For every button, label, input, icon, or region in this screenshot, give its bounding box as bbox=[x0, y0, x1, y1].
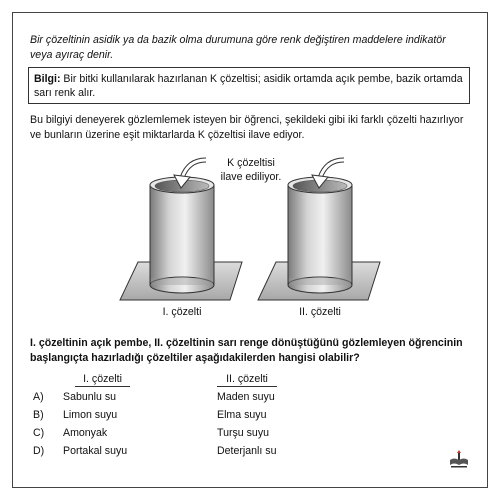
beaker-2 bbox=[258, 177, 380, 300]
option-col1: Portakal suyu bbox=[63, 445, 128, 457]
option-col2: Deterjanlı su bbox=[217, 445, 277, 457]
question-text: I. çözeltinin açık pembe, II. çözeltinin sarı renge dönüştüğünü gözlemleyen öğrencinin başlangıçta hazırladığı çözeltiler aşağıdakilerden hangisi olabilir? bbox=[30, 337, 463, 364]
column-header-1: I. çözelti bbox=[75, 372, 130, 387]
option-col1: Sabunlu su bbox=[63, 391, 117, 403]
annotation-line-2: ilave ediliyor. bbox=[220, 171, 282, 183]
option-b[interactable] bbox=[33, 408, 433, 422]
info-box bbox=[28, 67, 470, 104]
option-letter: B) bbox=[33, 409, 44, 421]
annotation-line-1: K çözeltisi bbox=[227, 157, 275, 169]
experiment-paragraph: Bu bilgiyi deneyerek gözlemlemek isteyen bir öğrenci, şekildeki gibi iki farklı çözelti hazırlıyor ve bunların üzerine eşit miktarlarda K çözeltisi ilave ediyor. bbox=[30, 114, 464, 141]
option-letter: C) bbox=[33, 427, 45, 439]
info-label: Bilgi: bbox=[34, 73, 61, 85]
info-text: Bir bitki kullanılarak hazırlanan K çözeltisi; asidik ortamda açık pembe, bazik ortamda sarı renk alır. bbox=[34, 73, 463, 99]
experiment-figure bbox=[110, 150, 390, 320]
option-col2: Elma suyu bbox=[217, 409, 267, 421]
option-letter: D) bbox=[33, 445, 45, 457]
column-header-2: II. çözelti bbox=[217, 372, 277, 387]
solution-1-label: I. çözelti bbox=[162, 306, 202, 318]
option-a[interactable] bbox=[33, 390, 433, 404]
intro-text: Bir çözeltinin asidik ya da bazik olma durumuna göre renk değiştiren maddelere indikatör veya ayıraç denir. bbox=[30, 34, 446, 61]
option-col1: Amonyak bbox=[63, 427, 108, 439]
option-letter: A) bbox=[33, 391, 44, 403]
option-col1: Limon suyu bbox=[63, 409, 118, 421]
option-c[interactable] bbox=[33, 426, 433, 440]
option-d[interactable] bbox=[33, 444, 433, 458]
publisher-logo-icon bbox=[448, 449, 470, 469]
beaker-1 bbox=[120, 177, 242, 300]
option-col2: Maden suyu bbox=[217, 391, 275, 403]
option-col2: Turşu suyu bbox=[217, 427, 270, 439]
solution-2-label: II. çözelti bbox=[299, 306, 341, 318]
